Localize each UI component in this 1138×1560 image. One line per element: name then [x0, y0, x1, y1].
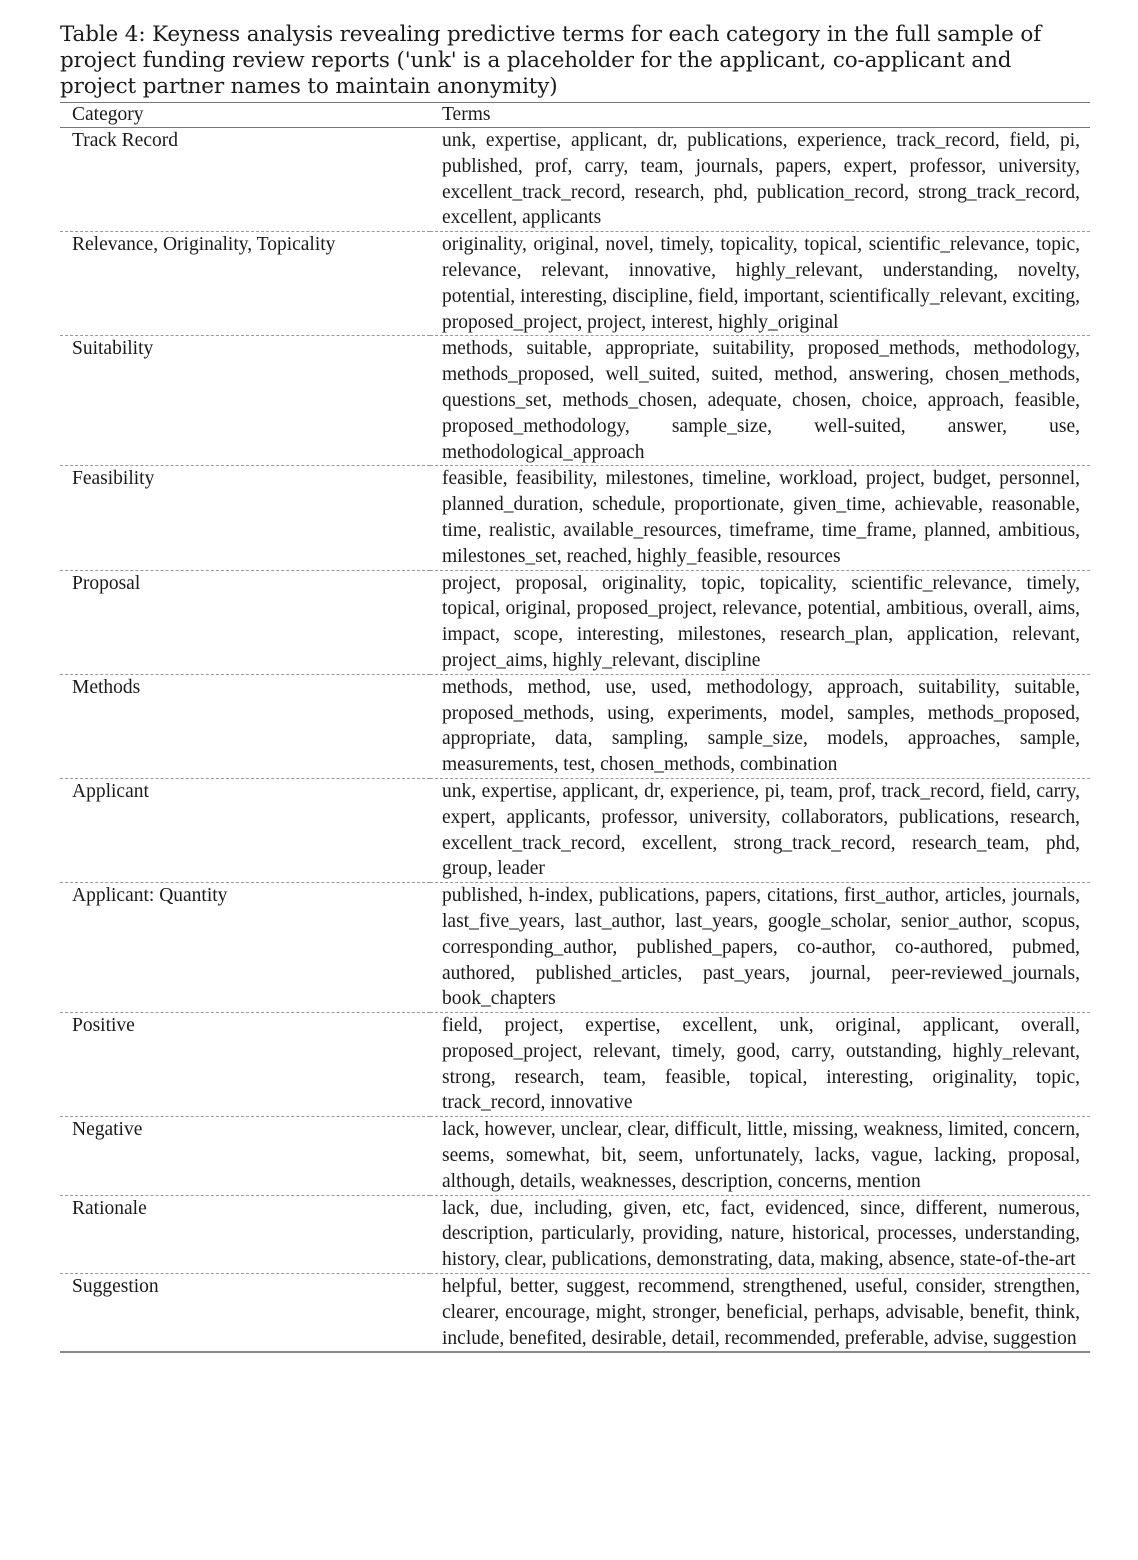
table-row	[60, 336, 1090, 466]
table-row	[60, 1117, 1090, 1195]
table-row	[60, 128, 1090, 232]
category-cell: Track Record	[72, 130, 178, 151]
category-cell: Applicant: Quantity	[72, 885, 228, 907]
category-cell: Negative	[72, 1119, 143, 1141]
header-terms: Terms	[442, 104, 491, 125]
category-cell: Methods	[72, 676, 141, 698]
terms-cell: unk, expertise, applicant, dr, experience, pi, team, prof, track_record, field, carry, expert, applicants, professor, university, collaborators, publications, research, excellent_track_record, excellent, strong_track_record, research_team, phd, group, leader	[442, 780, 1080, 880]
header-category: Category	[72, 104, 144, 125]
table-body	[60, 128, 1090, 1353]
terms-cell: helpful, better, suggest, recommend, strengthened, useful, consider, strengthen, clearer, encourage, might, stronger, beneficial, perhaps, advisable, benefit, think, include, benefited, desirable, detail, recommended, preferable, advise, suggestion	[442, 1276, 1080, 1349]
table-row	[60, 674, 1090, 778]
terms-cell: methods, suitable, appropriate, suitability, proposed_methods, methodology, methods_proposed, well_suited, suited, method, answering, chosen_methods, questions_set, methods_chosen, adequate, chosen, choice, approach, feasible, proposed_methodology, sample_size, well-suited, answer, use, methodological_approach	[442, 338, 1080, 463]
terms-cell: unk, expertise, applicant, dr, publications, experience, track_record, field, pi, published, prof, carry, team, journals, papers, expert, professor, university, excellent_track_record, research, phd, publication_record, strong_track_record, excellent, applicants	[442, 130, 1080, 229]
terms-cell: methods, method, use, used, methodology, approach, suitability, suitable, proposed_methods, using, experiments, model, samples, methods_proposed, appropriate, data, sampling, sample_size, models, approaches, sample, measurements, test, chosen_methods, combination	[442, 676, 1080, 776]
terms-cell: lack, however, unclear, clear, difficult, little, missing, weakness, limited, concern, seems, somewhat, bit, seem, unfortunately, lacks, vague, lacking, proposal, although, details, weaknesses, description, concerns, mention	[442, 1119, 1080, 1192]
category-cell: Relevance, Originality, Topicality	[72, 234, 336, 256]
table-header	[60, 103, 1090, 128]
terms-cell: feasible, feasibility, milestones, timeline, workload, project, budget, personnel, planned_duration, schedule, proportionate, given_time, achievable, reasonable, time, realistic, available_resources, timeframe, time_frame, planned, ambitious, milestones_set, reached, highly_feasible, resources	[442, 468, 1080, 567]
table-row	[60, 883, 1090, 1013]
terms-cell: lack, due, including, given, etc, fact, evidenced, since, different, numerous, description, particularly, providing, nature, historical, processes, understanding, history, clear, publications, demonstrating, data, making, absence, state-of-the-art	[442, 1197, 1080, 1271]
table-row	[60, 1013, 1090, 1117]
terms-cell: field, project, expertise, excellent, unk, original, applicant, overall, proposed_project, relevant, timely, good, carry, outstanding, highly_relevant, strong, research, team, feasible, topical, interesting, originality, topic, track_record, innovative	[442, 1015, 1080, 1114]
keyness-table	[60, 102, 1090, 1353]
terms-cell: published, h-index, publications, papers, citations, first_author, articles, journals, last_five_years, last_author, last_years, google_scholar, senior_author, scopus, corresponding_author, published_papers, co-author, co-authored, pubmed, authored, published_articles, past_years, journal, peer-reviewed_journals, book_chapters	[442, 885, 1080, 1010]
category-cell: Proposal	[72, 572, 141, 594]
category-cell: Rationale	[72, 1197, 147, 1219]
table-row	[60, 1274, 1090, 1353]
table-row	[60, 570, 1090, 674]
category-cell: Applicant	[72, 780, 149, 802]
table-caption: Table 4: Keyness analysis revealing predictive terms for each category in the full sample of project funding review reports ('unk' is a placeholder for the applicant, co-applicant and project partner names to maintain anonymity)	[60, 22, 1041, 99]
category-cell: Suggestion	[72, 1276, 159, 1298]
header-row	[60, 103, 1090, 128]
category-cell: Positive	[72, 1015, 135, 1037]
category-cell: Feasibility	[72, 468, 155, 490]
table-row	[60, 1195, 1090, 1273]
terms-cell: project, proposal, originality, topic, topicality, scientific_relevance, timely, topical, original, proposed_project, relevance, potential, ambitious, overall, aims, impact, scope, interesting, milestones, research_plan, application, relevant, project_aims, highly_relevant, discipline	[442, 572, 1080, 671]
table-row	[60, 232, 1090, 336]
table-row	[60, 778, 1090, 882]
terms-cell: originality, original, novel, timely, topicality, topical, scientific_relevance, topic, relevance, relevant, innovative, highly_relevant, understanding, novelty, potential, interesting, discipline, field, important, scientifically_relevant, exciting, proposed_project, project, interest, highly_original	[442, 234, 1080, 333]
table-row	[60, 466, 1090, 570]
category-cell: Suitability	[72, 338, 154, 360]
